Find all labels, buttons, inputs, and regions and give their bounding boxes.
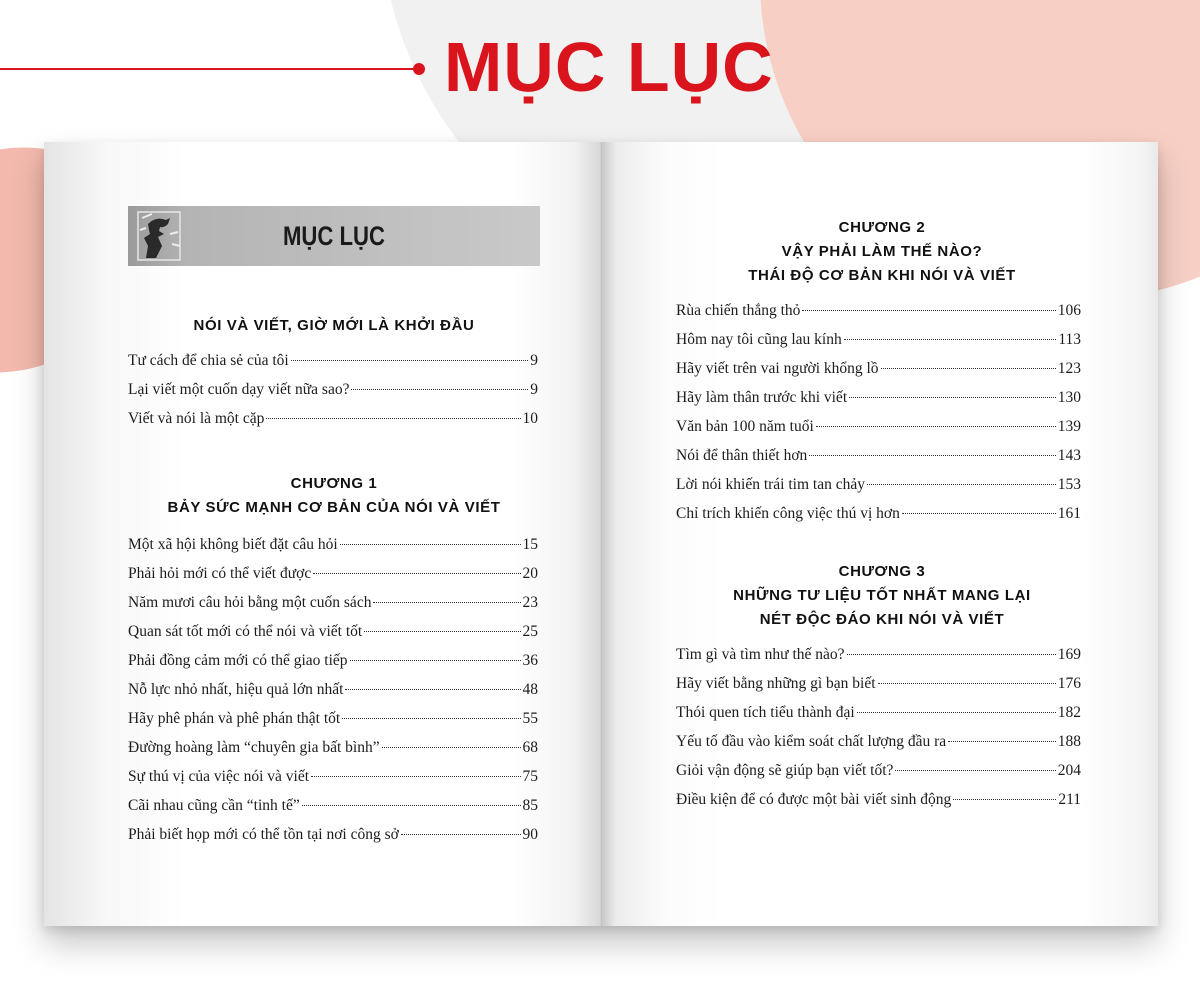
toc-entry (128, 352, 538, 381)
toc-entry (128, 739, 538, 768)
toc-entry-title: Quan sát tốt mới có thể nói và viết tốt (128, 623, 363, 640)
toc-entry-title: Hãy viết bằng những gì bạn biết (676, 675, 876, 692)
toc-entry-title: Yếu tố đầu vào kiểm soát chất lượng đầu ra (676, 733, 947, 750)
toc-entry (676, 331, 1081, 360)
toc-entry-title: Điều kiện để có được một bài viết sinh động (676, 791, 952, 808)
toc-entry (128, 768, 538, 797)
toc-entry-title: Viết và nói là một cặp (128, 410, 265, 427)
toc-entry-page-number: 161 (1057, 505, 1081, 522)
toc-entry (128, 681, 538, 710)
toc-entry (128, 797, 538, 826)
chapter2-number: CHƯƠNG 2 (838, 219, 926, 236)
toc-entry (676, 733, 1081, 762)
toc-entry-title: Giỏi vận động sẽ giúp bạn viết tốt? (676, 762, 894, 779)
toc-entry-page-number: 20 (522, 565, 538, 582)
toc-entry (676, 791, 1081, 820)
toc-entry-page-number: 188 (1057, 733, 1081, 750)
toc-entry (676, 360, 1081, 389)
toc-entry-title: Nỗ lực nhỏ nhất, hiệu quả lớn nhất (128, 681, 344, 698)
toc-entry-page-number: 55 (522, 710, 538, 727)
dot-leader (847, 654, 1056, 655)
dot-leader (266, 418, 520, 419)
toc-entry (128, 826, 538, 855)
toc-entry-page-number: 123 (1057, 360, 1081, 377)
open-book (44, 142, 1158, 926)
toc-entry (128, 381, 538, 410)
dot-leader (311, 776, 520, 777)
toc-entry (128, 652, 538, 681)
banner-title: MỤC LỤC (282, 221, 386, 251)
dot-leader (857, 712, 1056, 713)
chapter1-title: BẢY SỨC MẠNH CƠ BẢN CỦA NÓI VÀ VIẾT (167, 499, 501, 516)
toc-entry-title: Phải hỏi mới có thể viết được (128, 565, 312, 582)
toc-entry (676, 505, 1081, 534)
dot-leader (809, 455, 1055, 456)
toc-entry-title: Hãy viết trên vai người khổng lồ (676, 360, 879, 377)
dot-leader (878, 683, 1056, 684)
toc-entry-title: Hãy làm thân trước khi viết (676, 389, 848, 406)
toc-banner (128, 206, 540, 266)
toc-entry-page-number: 48 (522, 681, 538, 698)
toc-entry-page-number: 113 (1058, 331, 1081, 348)
toc-entry-title: Lại viết một cuốn dạy viết nữa sao? (128, 381, 350, 398)
toc-entry-page-number: 130 (1057, 389, 1081, 406)
toc-entry-page-number: 139 (1057, 418, 1081, 435)
dot-leader (364, 631, 520, 632)
toc-entry (676, 476, 1081, 505)
dot-leader (849, 397, 1056, 398)
toc-entry-title: Hôm nay tôi cũng lau kính (676, 331, 842, 348)
toc-entry-page-number: 153 (1057, 476, 1081, 493)
toc-entry (128, 594, 538, 623)
toc-entry-title: Sự thú vị của việc nói và viết (128, 768, 310, 785)
toc-entry-page-number: 106 (1057, 302, 1081, 319)
intro-section-title: NÓI VÀ VIẾT, GIỜ MỚI LÀ KHỞI ĐẦU (193, 317, 475, 334)
toc-entry-page-number: 25 (522, 623, 538, 640)
toc-entry (676, 646, 1081, 675)
dot-leader (313, 573, 520, 574)
dot-leader (291, 360, 529, 361)
dot-leader (902, 513, 1056, 514)
toc-entry-title: Chỉ trích khiến công việc thú vị hơn (676, 505, 900, 522)
toc-entry-title: Văn bản 100 năm tuổi (676, 418, 814, 435)
toc-entry-title: Đường hoàng làm “chuyên gia bất bình” (128, 739, 380, 756)
dot-leader (816, 426, 1056, 427)
dot-leader (340, 544, 521, 545)
chapter3-title-line1: NHỮNG TƯ LIỆU TỐT NHẤT MANG LẠI (733, 587, 1031, 604)
header-dot (413, 63, 425, 75)
toc-entry (676, 447, 1081, 476)
toc-entry-page-number: 68 (522, 739, 538, 756)
chapter2-toc-list (676, 302, 1081, 534)
chapter3-title-line2: NÉT ĐỘC ĐÁO KHI NÓI VÀ VIẾT (759, 611, 1005, 628)
dot-leader (382, 747, 521, 748)
dot-leader (373, 602, 520, 603)
chapter1-number: CHƯƠNG 1 (290, 475, 378, 492)
toc-entry-page-number: 176 (1057, 675, 1081, 692)
toc-entry-page-number: 10 (522, 410, 538, 427)
toc-entry-page-number: 143 (1057, 447, 1081, 464)
toc-entry-title: Năm mươi câu hỏi bằng một cuốn sách (128, 594, 372, 611)
toc-entry-title: Lời nói khiến trái tim tan chảy (676, 476, 865, 493)
toc-entry-page-number: 85 (522, 797, 538, 814)
dot-leader (345, 689, 520, 690)
toc-entry-page-number: 182 (1057, 704, 1081, 721)
dot-leader (953, 799, 1056, 800)
toc-entry (676, 762, 1081, 791)
dot-leader (302, 805, 521, 806)
toc-entry (676, 302, 1081, 331)
toc-entry-page-number: 9 (530, 352, 538, 369)
toc-entry-page-number: 169 (1057, 646, 1081, 663)
chapter1-toc-list (128, 536, 538, 855)
toc-entry-title: Một xã hội không biết đặt câu hỏi (128, 536, 338, 553)
chapter3-number: CHƯƠNG 3 (838, 563, 926, 580)
toc-entry (676, 389, 1081, 418)
dot-leader (342, 718, 520, 719)
toc-entry-title: Phải đồng cảm mới có thể giao tiếp (128, 652, 348, 669)
dot-leader (401, 834, 521, 835)
chapter2-title-line1: VẬY PHẢI LÀM THẾ NÀO? (781, 243, 983, 260)
toc-entry-page-number: 75 (522, 768, 538, 785)
page-title: MỤC LỤC (444, 28, 774, 106)
toc-entry-title: Tư cách để chia sẻ của tôi (128, 352, 289, 369)
dot-leader (867, 484, 1056, 485)
toc-entry (128, 623, 538, 652)
toc-entry (128, 565, 538, 594)
chapter2-title-line2: THÁI ĐỘ CƠ BẢN KHI NÓI VÀ VIẾT (748, 267, 1016, 284)
toc-entry (128, 410, 538, 439)
left-page (44, 142, 602, 926)
intro-toc-list (128, 352, 538, 439)
toc-entry-title: Phải biết họp mới có thể tồn tại nơi công sở (128, 826, 399, 843)
right-page (602, 142, 1158, 926)
toc-entry (676, 675, 1081, 704)
header-rule (0, 68, 418, 70)
dot-leader (350, 660, 521, 661)
dot-leader (844, 339, 1057, 340)
toc-entry-page-number: 204 (1057, 762, 1081, 779)
toc-entry-page-number: 36 (522, 652, 538, 669)
dot-leader (895, 770, 1055, 771)
toc-entry-title: Cãi nhau cũng cần “tinh tế” (128, 797, 300, 814)
dot-leader (802, 310, 1055, 311)
toc-entry (676, 418, 1081, 447)
toc-entry-page-number: 90 (522, 826, 538, 843)
toc-entry (128, 536, 538, 565)
toc-entry-title: Rùa chiến thắng thỏ (676, 302, 801, 319)
toc-entry-page-number: 15 (522, 536, 538, 553)
toc-entry-page-number: 23 (522, 594, 538, 611)
toc-entry-page-number: 9 (530, 381, 538, 398)
dot-leader (351, 389, 528, 390)
toc-entry (676, 704, 1081, 733)
chapter3-toc-list (676, 646, 1081, 820)
toc-entry-title: Tìm gì và tìm như thế nào? (676, 646, 845, 663)
toc-entry-page-number: 211 (1058, 791, 1081, 808)
dot-leader (948, 741, 1056, 742)
dot-leader (881, 368, 1056, 369)
toc-entry-title: Nói để thân thiết hơn (676, 447, 808, 464)
toc-entry-title: Hãy phê phán và phê phán thật tốt (128, 710, 341, 727)
toc-entry-title: Thói quen tích tiểu thành đại (676, 704, 855, 721)
toc-entry (128, 710, 538, 739)
